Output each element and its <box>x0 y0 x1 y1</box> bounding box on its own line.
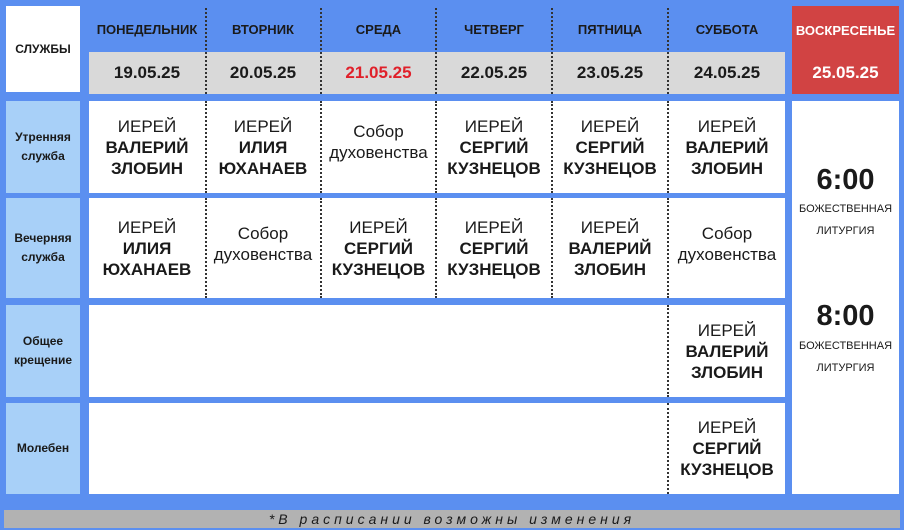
sunday-service-name-2-line1: БОЖЕСТВЕННАЯ <box>798 340 893 352</box>
day-name-monday: ПОНЕДЕЛЬНИК <box>96 21 198 37</box>
sunday-service-name-2 <box>792 335 899 379</box>
morning-cell-monday <box>89 101 205 193</box>
clergy-council-line1: Собор <box>237 224 289 243</box>
moleben-cell-saturday <box>669 403 785 494</box>
priest-last-name: КУЗНЕЦОВ <box>563 158 657 178</box>
priest-first-name: ВАЛЕРИЙ <box>685 341 769 361</box>
header-divider <box>435 8 437 94</box>
sunday-service-name-2-line2: ЛИТУРГИЯ <box>816 362 875 374</box>
day-name-thursday: ЧЕТВЕРГ <box>464 21 524 37</box>
clergy-council-line2: духовенства <box>329 143 428 162</box>
priest-title: ИЕРЕЙ <box>580 116 640 136</box>
clergy-council-line2: духовенства <box>677 245 777 264</box>
row-label-morning-line1: Утренняя <box>15 130 71 144</box>
row-label-evening-line1: Вечерняя <box>14 231 72 245</box>
evening-cell-friday <box>553 198 667 298</box>
row-label-evening-line2: служба <box>21 250 65 264</box>
day-name-saturday: СУББОТА <box>695 21 759 37</box>
priest-first-name: ИЛИЯ <box>122 238 172 258</box>
priest-title: ИЕРЕЙ <box>697 418 757 437</box>
date-wednesday: 21.05.25 <box>345 63 412 82</box>
sunday-service-name-1-line2: ЛИТУРГИЯ <box>816 225 875 237</box>
priest-title: ИЕРЕЙ <box>233 116 293 136</box>
day-name-friday: ПЯТНИЦА <box>577 21 643 37</box>
priest-title: ИЕРЕЙ <box>697 320 757 340</box>
morning-cell-saturday <box>669 101 785 193</box>
sunday-service-time-1: 6:00 <box>816 164 875 196</box>
date-tuesday: 20.05.25 <box>229 63 297 82</box>
clergy-council-line1: Собор <box>701 224 753 243</box>
morning-cell-thursday <box>437 101 551 193</box>
sunday-date: 25.05.25 <box>812 63 879 82</box>
priest-title: ИЕРЕЙ <box>349 217 408 237</box>
priest-last-name: ЮХАНАЕВ <box>218 158 308 178</box>
priest-first-name: ВАЛЕРИЙ <box>685 137 769 157</box>
sunday-services-panel <box>792 101 899 494</box>
header-divider <box>320 8 322 94</box>
priest-title: ИЕРЕЙ <box>464 217 524 237</box>
row-label-moleben-line1: Молебен <box>16 441 70 455</box>
priest-first-name: СЕРГИЙ <box>459 238 529 258</box>
morning-cell-tuesday <box>207 101 319 193</box>
row-label-moleben <box>6 403 80 494</box>
priest-title: ИЕРЕЙ <box>580 217 640 237</box>
priest-title: ИЕРЕЙ <box>697 116 757 136</box>
priest-first-name: СЕРГИЙ <box>575 137 645 157</box>
priest-first-name: ИЛИЯ <box>238 137 288 157</box>
priest-last-name: КУЗНЕЦОВ <box>680 460 774 479</box>
day-name-tuesday: ВТОРНИК <box>232 21 294 37</box>
priest-last-name: КУЗНЕЦОВ <box>331 259 426 279</box>
clergy-council-line1: Собор <box>353 122 404 141</box>
priest-title: ИЕРЕЙ <box>117 116 177 136</box>
priest-first-name: ВАЛЕРИЙ <box>105 137 189 157</box>
morning-cell-wednesday <box>322 101 435 193</box>
clergy-council-line2: духовенства <box>213 245 313 264</box>
header-divider <box>205 8 207 94</box>
priest-last-name: ЮХАНАЕВ <box>102 259 192 279</box>
date-friday: 23.05.25 <box>576 63 644 82</box>
header-divider <box>667 8 669 94</box>
priest-title: ИЕРЕЙ <box>464 116 524 136</box>
day-name-wednesday: СРЕДА <box>355 21 402 37</box>
row-label-baptism-line1: Общее <box>22 334 64 348</box>
priest-first-name: СЕРГИЙ <box>692 439 762 458</box>
date-saturday: 24.05.25 <box>693 63 761 82</box>
priest-last-name: КУЗНЕЦОВ <box>447 259 541 279</box>
evening-cell-monday <box>89 198 205 298</box>
priest-first-name: ВАЛЕРИЙ <box>568 238 652 258</box>
row-label-baptism <box>6 305 80 397</box>
row-label-baptism-line2: крещение <box>13 353 73 367</box>
services-header-label: СЛУЖБЫ <box>6 6 80 92</box>
priest-first-name: СЕРГИЙ <box>343 238 414 258</box>
sunday-name: ВОСКРЕСЕНЬЕ <box>795 22 896 38</box>
priest-first-name: СЕРГИЙ <box>459 137 529 157</box>
evening-cell-wednesday <box>322 198 435 298</box>
sunday-service-name-1 <box>792 198 899 242</box>
row-label-morning <box>6 101 80 193</box>
evening-cell-tuesday <box>207 198 319 298</box>
evening-cell-thursday <box>437 198 551 298</box>
priest-last-name: ЗЛОБИН <box>690 158 764 178</box>
priest-title: ИЕРЕЙ <box>117 217 177 237</box>
footer-note: *В расписании возможны изменения <box>4 510 900 528</box>
date-thursday: 22.05.25 <box>460 63 528 82</box>
priest-last-name: ЗЛОБИН <box>573 259 647 279</box>
priest-last-name: ЗЛОБИН <box>110 158 184 178</box>
morning-cell-friday <box>553 101 667 193</box>
sunday-service-time-2: 8:00 <box>816 300 875 332</box>
row-label-morning-line2: служба <box>21 149 65 163</box>
date-monday: 19.05.25 <box>113 63 181 82</box>
row-label-evening <box>6 198 80 298</box>
sunday-service-name-1-line1: БОЖЕСТВЕННАЯ <box>798 203 893 215</box>
evening-cell-saturday <box>669 198 785 298</box>
baptism-cell-saturday <box>669 305 785 397</box>
priest-last-name: КУЗНЕЦОВ <box>447 158 541 178</box>
header-divider <box>551 8 553 94</box>
priest-last-name: ЗЛОБИН <box>690 362 764 382</box>
